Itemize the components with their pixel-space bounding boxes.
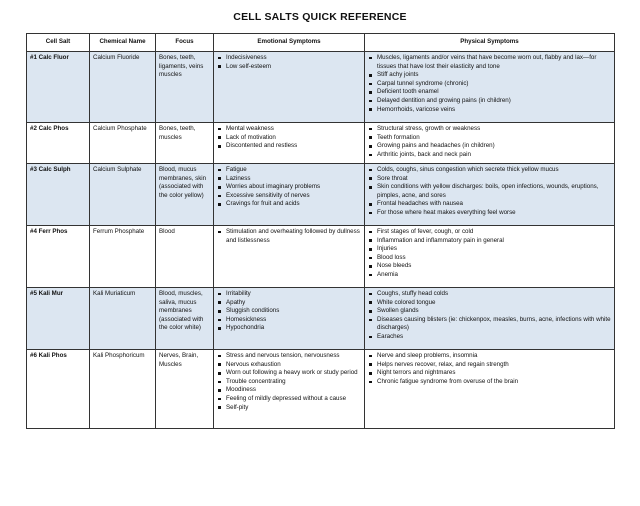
emotional-symptoms-cell	[214, 226, 365, 288]
physical-symptoms-list	[368, 290, 611, 342]
emotional-symptoms-cell	[214, 164, 365, 226]
header-focus: Focus	[156, 34, 214, 52]
list-item: Nose bleeds	[368, 262, 611, 271]
list-item: Delayed dentition and growing pains (in children)	[368, 97, 611, 106]
list-item: Swollen glands	[368, 307, 611, 316]
physical-symptoms-cell	[365, 164, 615, 226]
physical-symptoms-cell	[365, 288, 615, 350]
list-item: Mental weakness	[217, 125, 361, 134]
list-item: Sore throat	[368, 175, 611, 184]
list-item: Cravings for fruit and acids	[217, 200, 361, 209]
emotional-symptoms-list	[217, 290, 361, 333]
physical-symptoms-list	[368, 166, 611, 218]
table-body	[27, 52, 615, 429]
list-item: Chronic fatigue syndrome from overuse of the brain	[368, 378, 611, 387]
table-header-row	[27, 34, 615, 52]
physical-symptoms-cell	[365, 226, 615, 288]
list-item: First stages of fever, cough, or cold	[368, 228, 611, 237]
emotional-symptoms-list	[217, 352, 361, 412]
cell-salt-name: #5 Kali Mur	[27, 288, 90, 350]
emotional-symptoms-cell	[214, 123, 365, 164]
header-cell-salt: Cell Salt	[27, 34, 90, 52]
list-item: For those where heat makes everything feel worse	[368, 209, 611, 218]
cell-salt-name: #6 Kali Phos	[27, 350, 90, 429]
list-item: Blood loss	[368, 254, 611, 263]
list-item: Deficient tooth enamel	[368, 88, 611, 97]
focus-text: Bones, teeth, ligaments, veins muscles	[156, 52, 214, 123]
chemical-name: Calcium Sulphate	[90, 164, 156, 226]
physical-symptoms-cell	[365, 52, 615, 123]
list-item: Homesickness	[217, 316, 361, 325]
list-item: Nerve and sleep problems, insomnia	[368, 352, 611, 361]
cell-salt-name: #4 Ferr Phos	[27, 226, 90, 288]
header-chemical-name: Chemical Name	[90, 34, 156, 52]
list-item: Hypochondria	[217, 324, 361, 333]
table-row	[27, 164, 615, 226]
list-item: Coughs, stuffy head colds	[368, 290, 611, 299]
physical-symptoms-list	[368, 352, 611, 386]
table-row	[27, 123, 615, 164]
emotional-symptoms-cell	[214, 288, 365, 350]
focus-text: Blood	[156, 226, 214, 288]
list-item: Indecisiveness	[217, 54, 361, 63]
list-item: Excessive sensitivity of nerves	[217, 192, 361, 201]
physical-symptoms-cell	[365, 350, 615, 429]
list-item: Stress and nervous tension, nervousness	[217, 352, 361, 361]
list-item: Feeling of mildly depressed without a cause	[217, 395, 361, 404]
cell-salt-name: #1 Calc Fluor	[27, 52, 90, 123]
list-item: White colored tongue	[368, 299, 611, 308]
list-item: Inflammation and inflammatory pain in general	[368, 237, 611, 246]
list-item: Worries about imaginary problems	[217, 183, 361, 192]
emotional-symptoms-list	[217, 166, 361, 209]
list-item: Diseases causing blisters (ie: chickenpox, measles, burns, acne, infections with white discharges)	[368, 316, 611, 333]
physical-symptoms-list	[368, 54, 611, 114]
list-item: Night terrors and nightmares	[368, 369, 611, 378]
list-item: Stimulation and overheating followed by dullness and listlessness	[217, 228, 361, 245]
list-item: Carpal tunnel syndrome (chronic)	[368, 80, 611, 89]
list-item: Helps nerves recover, relax, and regain strength	[368, 361, 611, 370]
chemical-name: Calcium Phosphate	[90, 123, 156, 164]
list-item: Earaches	[368, 333, 611, 342]
emotional-symptoms-list	[217, 228, 361, 245]
focus-text: Bones, teeth, muscles	[156, 123, 214, 164]
list-item: Self-pity	[217, 404, 361, 413]
chemical-name: Ferrum Phosphate	[90, 226, 156, 288]
focus-text: Blood, muscles, saliva, mucus membranes (associated with the color white)	[156, 288, 214, 350]
cell-salts-table	[26, 33, 615, 429]
cell-salt-name: #2 Calc Phos	[27, 123, 90, 164]
list-item: Sluggish conditions	[217, 307, 361, 316]
list-item: Apathy	[217, 299, 361, 308]
list-item: Structural stress, growth or weakness	[368, 125, 611, 134]
table-row	[27, 288, 615, 350]
focus-text: Blood, mucus membranes, skin (associated with the color yellow)	[156, 164, 214, 226]
focus-text: Nerves, Brain, Muscles	[156, 350, 214, 429]
list-item: Anemia	[368, 271, 611, 280]
header-physical-symptoms: Physical Symptoms	[365, 34, 615, 52]
list-item: Nervous exhaustion	[217, 361, 361, 370]
table-row	[27, 350, 615, 429]
list-item: Moodiness	[217, 386, 361, 395]
emotional-symptoms-list	[217, 125, 361, 151]
list-item: Stiff achy joints	[368, 71, 611, 80]
list-item: Teeth formation	[368, 134, 611, 143]
list-item: Laziness	[217, 175, 361, 184]
list-item: Hemorrhoids, varicose veins	[368, 106, 611, 115]
chemical-name: Kali Phosphoricum	[90, 350, 156, 429]
table-row	[27, 226, 615, 288]
list-item: Low self-esteem	[217, 63, 361, 72]
header-emotional-symptoms: Emotional Symptoms	[214, 34, 365, 52]
list-item: Muscles, ligaments and/or veins that have become worn out, flabby and lax—for tissues that have lost their elasticity and tone	[368, 54, 611, 71]
list-item: Arthritic joints, back and neck pain	[368, 151, 611, 160]
chemical-name: Calcium Fluoride	[90, 52, 156, 123]
list-item: Worn out following a heavy work or study period	[217, 369, 361, 378]
list-item: Skin conditions with yellow discharges: boils, open infections, wounds, eruptions, pimples, acne, and sores	[368, 183, 611, 200]
list-item: Lack of motivation	[217, 134, 361, 143]
list-item: Injuries	[368, 245, 611, 254]
physical-symptoms-cell	[365, 123, 615, 164]
page-title: CELL SALTS QUICK REFERENCE	[233, 11, 407, 23]
list-item: Trouble concentrating	[217, 378, 361, 387]
cell-salt-name: #3 Calc Sulph	[27, 164, 90, 226]
physical-symptoms-list	[368, 228, 611, 280]
list-item: Growing pains and headaches (in children)	[368, 142, 611, 151]
table-row	[27, 52, 615, 123]
list-item: Frontal headaches with nausea	[368, 200, 611, 209]
list-item: Discontented and restless	[217, 142, 361, 151]
list-item: Colds, coughs, sinus congestion which secrete thick yellow mucus	[368, 166, 611, 175]
chemical-name: Kali Muriaticum	[90, 288, 156, 350]
list-item: Irritability	[217, 290, 361, 299]
emotional-symptoms-list	[217, 54, 361, 71]
emotional-symptoms-cell	[214, 52, 365, 123]
emotional-symptoms-cell	[214, 350, 365, 429]
list-item: Fatigue	[217, 166, 361, 175]
physical-symptoms-list	[368, 125, 611, 159]
